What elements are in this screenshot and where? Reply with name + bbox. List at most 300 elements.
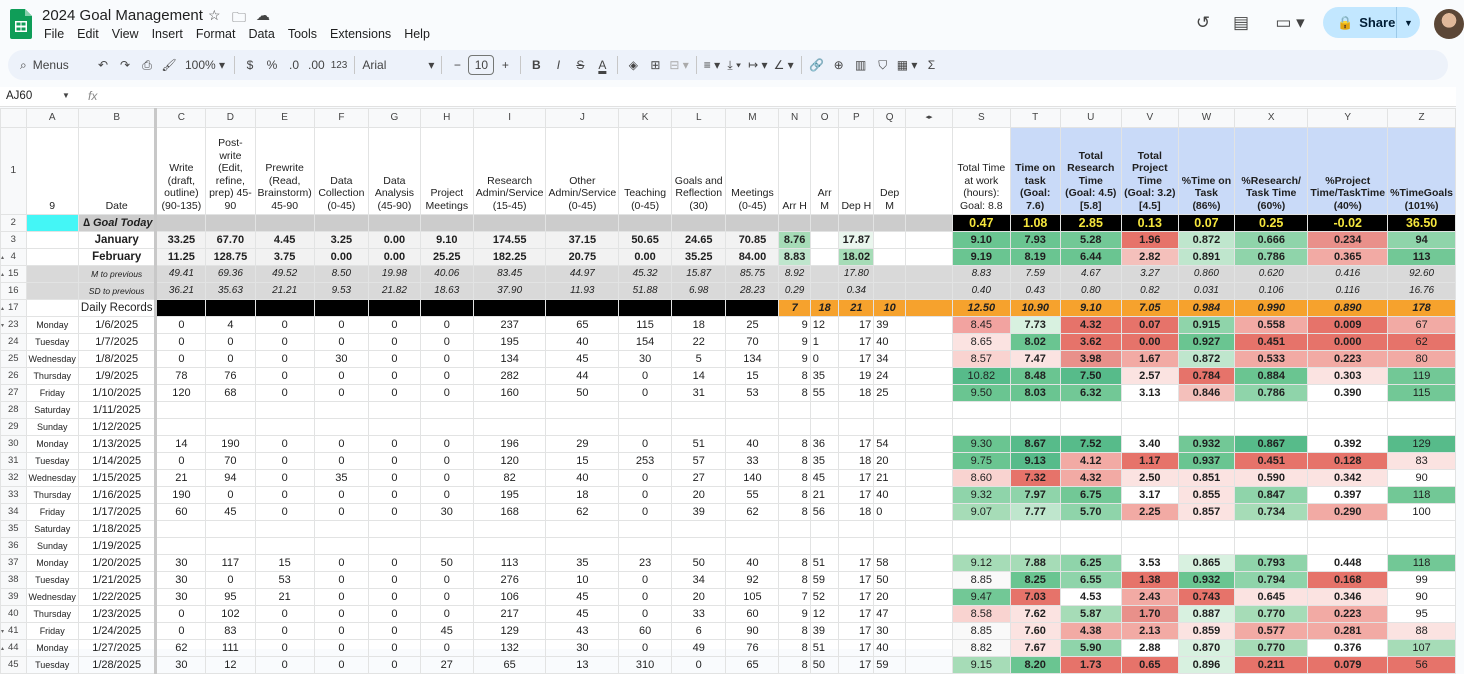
data-cell[interactable]: 18	[839, 385, 874, 402]
data-cell-empty[interactable]	[1235, 538, 1308, 555]
summary-value[interactable]: 50.65	[619, 232, 672, 249]
data-cell[interactable]: 237	[473, 317, 546, 334]
column-header-i[interactable]: I	[473, 109, 546, 128]
data-cell[interactable]: 2.88	[1121, 640, 1178, 657]
data-cell[interactable]: 0	[156, 351, 206, 368]
summary-value[interactable]: 36.21	[156, 283, 206, 300]
data-cell[interactable]: 0.734	[1235, 504, 1308, 521]
data-cell-empty[interactable]	[1010, 419, 1060, 436]
date-cell[interactable]: 1/19/2025	[78, 538, 156, 555]
date-cell[interactable]: 1/16/2025	[78, 487, 156, 504]
document-title[interactable]: 2024 Goal Management	[42, 7, 203, 24]
data-cell[interactable]: 0	[314, 606, 368, 623]
summary-value[interactable]: 28.23	[726, 283, 779, 300]
data-cell[interactable]: 0	[619, 487, 672, 504]
insert-comment-icon[interactable]: ⊕	[833, 58, 844, 72]
summary-value[interactable]: 16.76	[1388, 283, 1456, 300]
data-cell[interactable]: 7.67	[1010, 640, 1060, 657]
data-cell[interactable]: 0	[420, 606, 473, 623]
summary-value[interactable]: 18.63	[420, 283, 473, 300]
daily-records-blank[interactable]	[314, 300, 368, 317]
data-cell[interactable]: 83	[206, 623, 255, 640]
data-cell[interactable]: 0	[255, 351, 314, 368]
weekday-cell[interactable]: Friday	[26, 623, 78, 640]
data-cell[interactable]: 0	[255, 317, 314, 334]
summary-value[interactable]: 8.83	[779, 249, 810, 266]
data-cell[interactable]: 35	[810, 368, 839, 385]
data-cell[interactable]: 3.62	[1060, 334, 1121, 351]
data-cell-empty[interactable]	[1178, 538, 1234, 555]
summary-value[interactable]: 84.00	[726, 249, 779, 266]
data-cell[interactable]: 0.896	[1178, 657, 1234, 674]
data-cell-empty[interactable]	[671, 538, 725, 555]
data-cell[interactable]: 6	[671, 623, 725, 640]
data-cell[interactable]: 50	[546, 385, 619, 402]
data-cell[interactable]: 8.58	[952, 606, 1010, 623]
data-cell-empty[interactable]	[1060, 521, 1121, 538]
data-cell[interactable]: 0	[619, 504, 672, 521]
data-cell[interactable]: 30	[619, 351, 672, 368]
goal-today-value[interactable]: 0.47	[952, 215, 1010, 232]
data-cell[interactable]: 17	[839, 436, 874, 453]
weekday-cell[interactable]: Sunday	[26, 419, 78, 436]
weekday-cell[interactable]: Tuesday	[26, 453, 78, 470]
data-cell[interactable]: 1.67	[1121, 351, 1178, 368]
data-cell[interactable]: 0	[369, 640, 421, 657]
data-cell[interactable]: 9.50	[952, 385, 1010, 402]
header-d[interactable]: Post-write (Edit, refine, prep) 45-90	[206, 128, 255, 215]
data-cell[interactable]: 0	[420, 436, 473, 453]
data-cell-empty[interactable]	[839, 538, 874, 555]
header-i[interactable]: Research Admin/Service (15-45)	[473, 128, 546, 215]
data-cell[interactable]: 190	[156, 487, 206, 504]
row-number[interactable]: 2	[1, 215, 27, 232]
data-cell[interactable]: 99	[1388, 572, 1456, 589]
data-cell-empty[interactable]	[1308, 419, 1388, 436]
data-cell[interactable]: 90	[1388, 589, 1456, 606]
summary-value[interactable]	[810, 266, 839, 283]
summary-cell-a[interactable]	[26, 266, 78, 283]
summary-cell-a[interactable]	[26, 249, 78, 266]
data-cell[interactable]: 8.82	[952, 640, 1010, 657]
data-cell[interactable]: 0	[255, 504, 314, 521]
data-cell[interactable]: 0	[156, 623, 206, 640]
daily-records-blank[interactable]	[420, 300, 473, 317]
data-cell-empty[interactable]	[619, 419, 672, 436]
summary-value[interactable]: 49.52	[255, 266, 314, 283]
summary-value[interactable]: 0.234	[1308, 232, 1388, 249]
data-cell[interactable]: 9	[779, 606, 810, 623]
data-cell-empty[interactable]	[1060, 402, 1121, 419]
zoom-select[interactable]: 100% ▾	[184, 58, 226, 72]
data-cell[interactable]: 117	[206, 555, 255, 572]
column-header-x[interactable]: X	[1235, 109, 1308, 128]
data-cell[interactable]: 45	[546, 351, 619, 368]
data-cell-empty[interactable]	[314, 521, 368, 538]
data-cell-empty[interactable]	[874, 521, 906, 538]
data-cell[interactable]: 65	[546, 317, 619, 334]
data-cell-empty[interactable]	[779, 521, 810, 538]
date-cell[interactable]: 1/6/2025	[78, 317, 156, 334]
summary-value[interactable]: 83.45	[473, 266, 546, 283]
data-cell[interactable]: 56	[810, 504, 839, 521]
header-q[interactable]: Dep M	[874, 128, 906, 215]
row-number[interactable]: 27	[1, 385, 27, 402]
data-cell[interactable]: 8	[779, 623, 810, 640]
data-cell[interactable]: 17	[839, 487, 874, 504]
data-cell[interactable]: 140	[726, 470, 779, 487]
data-cell-empty[interactable]	[1178, 419, 1234, 436]
summary-value[interactable]: 7.59	[1010, 266, 1060, 283]
summary-value[interactable]: 35.25	[671, 249, 725, 266]
row-number[interactable]: 36	[1, 538, 27, 555]
summary-value[interactable]: 8.83	[952, 266, 1010, 283]
data-cell[interactable]: 7	[779, 589, 810, 606]
data-cell[interactable]: 68	[206, 385, 255, 402]
header-f[interactable]: Data Collection (0-45)	[314, 128, 368, 215]
summary-value[interactable]: 3.27	[1121, 266, 1178, 283]
date-cell[interactable]: 1/24/2025	[78, 623, 156, 640]
summary-value[interactable]: 9.53	[314, 283, 368, 300]
data-cell[interactable]: 111	[206, 640, 255, 657]
data-cell[interactable]: 5.70	[1060, 504, 1121, 521]
summary-value[interactable]: 70.85	[726, 232, 779, 249]
data-cell[interactable]: 50	[810, 657, 839, 674]
data-cell-empty[interactable]	[420, 419, 473, 436]
summary-value[interactable]: 21.21	[255, 283, 314, 300]
summary-label[interactable]: SD to previous	[78, 283, 156, 300]
data-cell[interactable]: 8.85	[952, 623, 1010, 640]
header-v[interactable]: Total Project Time (Goal: 3.2) [4.5]	[1121, 128, 1178, 215]
data-cell-empty[interactable]	[156, 419, 206, 436]
summary-value[interactable]: 7.93	[1010, 232, 1060, 249]
daily-records-value[interactable]: 9.10	[1060, 300, 1121, 317]
data-cell[interactable]: 52	[810, 589, 839, 606]
column-header-h[interactable]: H	[420, 109, 473, 128]
weekday-cell[interactable]: Saturday	[26, 402, 78, 419]
data-cell[interactable]: 134	[726, 351, 779, 368]
data-cell[interactable]: 0.645	[1235, 589, 1308, 606]
data-cell[interactable]: 0	[619, 368, 672, 385]
data-cell[interactable]: 8.02	[1010, 334, 1060, 351]
data-cell[interactable]: 76	[726, 640, 779, 657]
date-cell[interactable]: 1/15/2025	[78, 470, 156, 487]
data-cell[interactable]: 0.397	[1308, 487, 1388, 504]
data-cell[interactable]: 7.97	[1010, 487, 1060, 504]
summary-value[interactable]: 40.06	[420, 266, 473, 283]
date-cell[interactable]: 1/14/2025	[78, 453, 156, 470]
data-cell[interactable]: 7.60	[1010, 623, 1060, 640]
data-cell[interactable]: 0	[420, 572, 473, 589]
data-cell[interactable]: 0	[206, 487, 255, 504]
data-cell[interactable]: 0	[314, 453, 368, 470]
data-cell[interactable]: 47	[874, 606, 906, 623]
data-cell-empty[interactable]	[156, 538, 206, 555]
data-cell[interactable]: 0.847	[1235, 487, 1308, 504]
data-cell[interactable]: 60	[726, 606, 779, 623]
data-cell[interactable]: 6.25	[1060, 555, 1121, 572]
header-u[interactable]: Total Research Time (Goal: 4.5) [5.8]	[1060, 128, 1121, 215]
summary-value[interactable]: 8.92	[779, 266, 810, 283]
print-icon[interactable]: ⎙	[142, 57, 152, 72]
summary-value[interactable]: 0.00	[314, 249, 368, 266]
data-cell[interactable]: 8	[779, 504, 810, 521]
data-cell-empty[interactable]	[156, 521, 206, 538]
header-a[interactable]: 9	[26, 128, 78, 215]
data-cell[interactable]: 18	[839, 453, 874, 470]
data-cell[interactable]: 70	[206, 453, 255, 470]
data-cell[interactable]: 1.17	[1121, 453, 1178, 470]
data-cell[interactable]: 40	[726, 436, 779, 453]
data-cell[interactable]: 17	[839, 589, 874, 606]
row-number[interactable]: 1	[1, 128, 27, 215]
daily-records-value[interactable]: 0.984	[1178, 300, 1234, 317]
data-cell[interactable]: 0	[369, 368, 421, 385]
data-cell[interactable]: 40	[546, 334, 619, 351]
daily-records-blank[interactable]	[369, 300, 421, 317]
data-cell-empty[interactable]	[1121, 538, 1178, 555]
row-number[interactable]: 40	[1, 606, 27, 623]
data-cell[interactable]: 0.865	[1178, 555, 1234, 572]
data-cell[interactable]: 8.03	[1010, 385, 1060, 402]
data-cell[interactable]: 23	[619, 555, 672, 572]
daily-records-blank[interactable]	[206, 300, 255, 317]
row-number[interactable]: 24	[1, 334, 27, 351]
menu-format[interactable]: Format	[195, 27, 236, 41]
data-cell[interactable]: 25	[874, 385, 906, 402]
column-header-l[interactable]: L	[671, 109, 725, 128]
italic-button[interactable]: I	[556, 58, 561, 72]
summary-value[interactable]: 128.75	[206, 249, 255, 266]
data-cell[interactable]: 196	[473, 436, 546, 453]
summary-value[interactable]: 25.25	[420, 249, 473, 266]
summary-value[interactable]: 45.32	[619, 266, 672, 283]
goal-today-blank[interactable]	[369, 215, 421, 232]
weekday-cell[interactable]: Monday	[26, 436, 78, 453]
data-cell[interactable]: 1.70	[1121, 606, 1178, 623]
weekday-cell[interactable]: Tuesday	[26, 657, 78, 674]
data-cell[interactable]: 4.12	[1060, 453, 1121, 470]
data-cell[interactable]: 15	[546, 453, 619, 470]
summary-value[interactable]	[810, 232, 839, 249]
data-cell[interactable]: 0.303	[1308, 368, 1388, 385]
data-cell-empty[interactable]	[952, 521, 1010, 538]
data-cell[interactable]: 0	[206, 334, 255, 351]
summary-value[interactable]: 35.63	[206, 283, 255, 300]
data-cell[interactable]: 12	[810, 606, 839, 623]
data-cell[interactable]: 0	[874, 504, 906, 521]
data-cell[interactable]: 0.009	[1308, 317, 1388, 334]
column-header-d[interactable]: D	[206, 109, 255, 128]
data-cell-empty[interactable]	[779, 402, 810, 419]
data-cell[interactable]: 15	[255, 555, 314, 572]
hidden-column-r-marker[interactable]: ◂▸	[906, 109, 953, 128]
summary-label[interactable]: February	[78, 249, 156, 266]
summary-value[interactable]: 0.29	[779, 283, 810, 300]
data-cell-empty[interactable]	[1308, 521, 1388, 538]
menu-extensions[interactable]: Extensions	[330, 27, 392, 41]
summary-value[interactable]: 0.666	[1235, 232, 1308, 249]
header-s[interactable]: Total Time at work (hours): Goal: 8.8	[952, 128, 1010, 215]
data-cell[interactable]: 14	[156, 436, 206, 453]
summary-value[interactable]: 8.76	[779, 232, 810, 249]
data-cell[interactable]: 2.13	[1121, 623, 1178, 640]
summary-value[interactable]: 0.786	[1235, 249, 1308, 266]
column-header-q[interactable]: Q	[874, 109, 906, 128]
data-cell-empty[interactable]	[369, 419, 421, 436]
data-cell[interactable]: 13	[546, 657, 619, 674]
data-cell[interactable]: 0	[420, 487, 473, 504]
data-cell[interactable]: 20	[874, 453, 906, 470]
data-cell[interactable]: 80	[1388, 351, 1456, 368]
column-header-g[interactable]: G	[369, 109, 421, 128]
summary-label[interactable]: January	[78, 232, 156, 249]
data-cell[interactable]: 90	[726, 623, 779, 640]
data-cell[interactable]: 17	[839, 657, 874, 674]
weekday-cell[interactable]: Monday	[26, 640, 78, 657]
summary-value[interactable]: 0.891	[1178, 249, 1234, 266]
spreadsheet-grid[interactable]	[0, 108, 1456, 671]
data-cell[interactable]: 0	[255, 623, 314, 640]
data-cell[interactable]: 30	[546, 640, 619, 657]
date-cell[interactable]: 1/20/2025	[78, 555, 156, 572]
data-cell-empty[interactable]	[1178, 402, 1234, 419]
summary-value[interactable]	[810, 283, 839, 300]
data-cell[interactable]: 8.45	[952, 317, 1010, 334]
daily-records-blank[interactable]	[619, 300, 672, 317]
data-cell[interactable]: 18	[839, 504, 874, 521]
data-cell[interactable]: 6.55	[1060, 572, 1121, 589]
vertical-align-icon[interactable]: ⤓ ▾	[727, 57, 741, 72]
data-cell[interactable]: 0.846	[1178, 385, 1234, 402]
data-cell[interactable]: 0.784	[1178, 368, 1234, 385]
data-cell[interactable]: 70	[726, 334, 779, 351]
data-cell[interactable]: 4.53	[1060, 589, 1121, 606]
data-cell[interactable]: 0.867	[1235, 436, 1308, 453]
data-cell[interactable]: 0	[619, 606, 672, 623]
text-color-button[interactable]: A	[598, 58, 607, 72]
summary-value[interactable]: 0.620	[1235, 266, 1308, 283]
data-cell[interactable]: 67	[1388, 317, 1456, 334]
goal-today-label[interactable]: ∆ Goal Today	[78, 215, 156, 232]
data-cell[interactable]: 8.85	[952, 572, 1010, 589]
weekday-cell[interactable]: Monday	[26, 555, 78, 572]
summary-value[interactable]: 0.00	[369, 232, 421, 249]
summary-value[interactable]: 44.97	[546, 266, 619, 283]
redo-icon[interactable]: ↷	[119, 58, 131, 72]
data-cell-empty[interactable]	[473, 419, 546, 436]
data-cell[interactable]: 62	[1388, 334, 1456, 351]
date-cell[interactable]: 1/17/2025	[78, 504, 156, 521]
data-cell[interactable]: 5.87	[1060, 606, 1121, 623]
data-cell[interactable]: 195	[473, 487, 546, 504]
summary-value[interactable]: 51.88	[619, 283, 672, 300]
summary-value[interactable]: 6.98	[671, 283, 725, 300]
data-cell[interactable]: 35	[810, 453, 839, 470]
weekday-cell[interactable]: Monday	[26, 317, 78, 334]
cloud-status-icon[interactable]: ☁	[256, 7, 270, 23]
data-cell[interactable]: 0	[369, 436, 421, 453]
data-cell-empty[interactable]	[619, 538, 672, 555]
data-cell[interactable]: 0.281	[1308, 623, 1388, 640]
data-cell[interactable]: 0	[369, 453, 421, 470]
goal-today-value[interactable]: 2.85	[1060, 215, 1121, 232]
data-cell[interactable]: 119	[1388, 368, 1456, 385]
data-cell-empty[interactable]	[206, 538, 255, 555]
header-h[interactable]: Project Meetings	[420, 128, 473, 215]
data-cell-empty[interactable]	[1178, 521, 1234, 538]
data-cell[interactable]: 0	[314, 436, 368, 453]
data-cell[interactable]: 8.67	[1010, 436, 1060, 453]
weekday-cell[interactable]: Wednesday	[26, 470, 78, 487]
row-number[interactable]: ▴ 44	[1, 640, 27, 657]
undo-icon[interactable]: ↶	[97, 58, 109, 72]
data-cell[interactable]: 0.448	[1308, 555, 1388, 572]
data-cell[interactable]: 10	[546, 572, 619, 589]
data-cell[interactable]: 0	[314, 657, 368, 674]
column-header-o[interactable]: O	[810, 109, 839, 128]
data-cell-empty[interactable]	[473, 521, 546, 538]
data-cell-empty[interactable]	[671, 419, 725, 436]
data-cell-empty[interactable]	[420, 402, 473, 419]
data-cell[interactable]: 88	[1388, 623, 1456, 640]
data-cell[interactable]: 2.43	[1121, 589, 1178, 606]
data-cell[interactable]: 0	[619, 640, 672, 657]
data-cell[interactable]: 0.855	[1178, 487, 1234, 504]
data-cell[interactable]: 17	[839, 623, 874, 640]
data-cell[interactable]: 0	[255, 606, 314, 623]
data-cell[interactable]: 45	[206, 504, 255, 521]
data-cell-empty[interactable]	[839, 419, 874, 436]
data-cell-empty[interactable]	[671, 402, 725, 419]
column-header-c[interactable]: C	[156, 109, 206, 128]
data-cell[interactable]: 190	[206, 436, 255, 453]
data-cell[interactable]: 15	[726, 368, 779, 385]
data-cell[interactable]: 129	[473, 623, 546, 640]
data-cell[interactable]: 0	[369, 606, 421, 623]
data-cell[interactable]: 0.859	[1178, 623, 1234, 640]
meet-video-icon[interactable]: ▭ ▾	[1275, 13, 1305, 32]
daily-records-value[interactable]: 0.990	[1235, 300, 1308, 317]
summary-value[interactable]: 17.80	[839, 266, 874, 283]
data-cell[interactable]: 0.079	[1308, 657, 1388, 674]
data-cell[interactable]: 9.13	[1010, 453, 1060, 470]
data-cell[interactable]: 0	[255, 368, 314, 385]
daily-records-value[interactable]: 18	[810, 300, 839, 317]
data-cell[interactable]: 8	[779, 572, 810, 589]
data-cell[interactable]: 7.52	[1060, 436, 1121, 453]
data-cell[interactable]: 49	[671, 640, 725, 657]
column-header-u[interactable]: U	[1060, 109, 1121, 128]
cell-reference[interactable]: AJ60	[6, 90, 33, 102]
data-cell[interactable]: 0	[369, 470, 421, 487]
data-cell[interactable]: 62	[726, 504, 779, 521]
data-cell[interactable]: 0	[369, 555, 421, 572]
data-cell[interactable]: 76	[206, 368, 255, 385]
data-cell-empty[interactable]	[1235, 419, 1308, 436]
row-number[interactable]: ▾ 23	[1, 317, 27, 334]
data-cell[interactable]: 0.743	[1178, 589, 1234, 606]
summary-value[interactable]: 0.106	[1235, 283, 1308, 300]
data-cell-empty[interactable]	[779, 419, 810, 436]
star-icon[interactable]: ☆	[208, 7, 221, 23]
summary-value[interactable]: 20.75	[546, 249, 619, 266]
data-cell[interactable]: 82	[473, 470, 546, 487]
data-cell[interactable]: 0	[255, 470, 314, 487]
data-cell[interactable]: 36	[810, 436, 839, 453]
weekday-cell[interactable]: Tuesday	[26, 572, 78, 589]
data-cell[interactable]: 50	[874, 572, 906, 589]
